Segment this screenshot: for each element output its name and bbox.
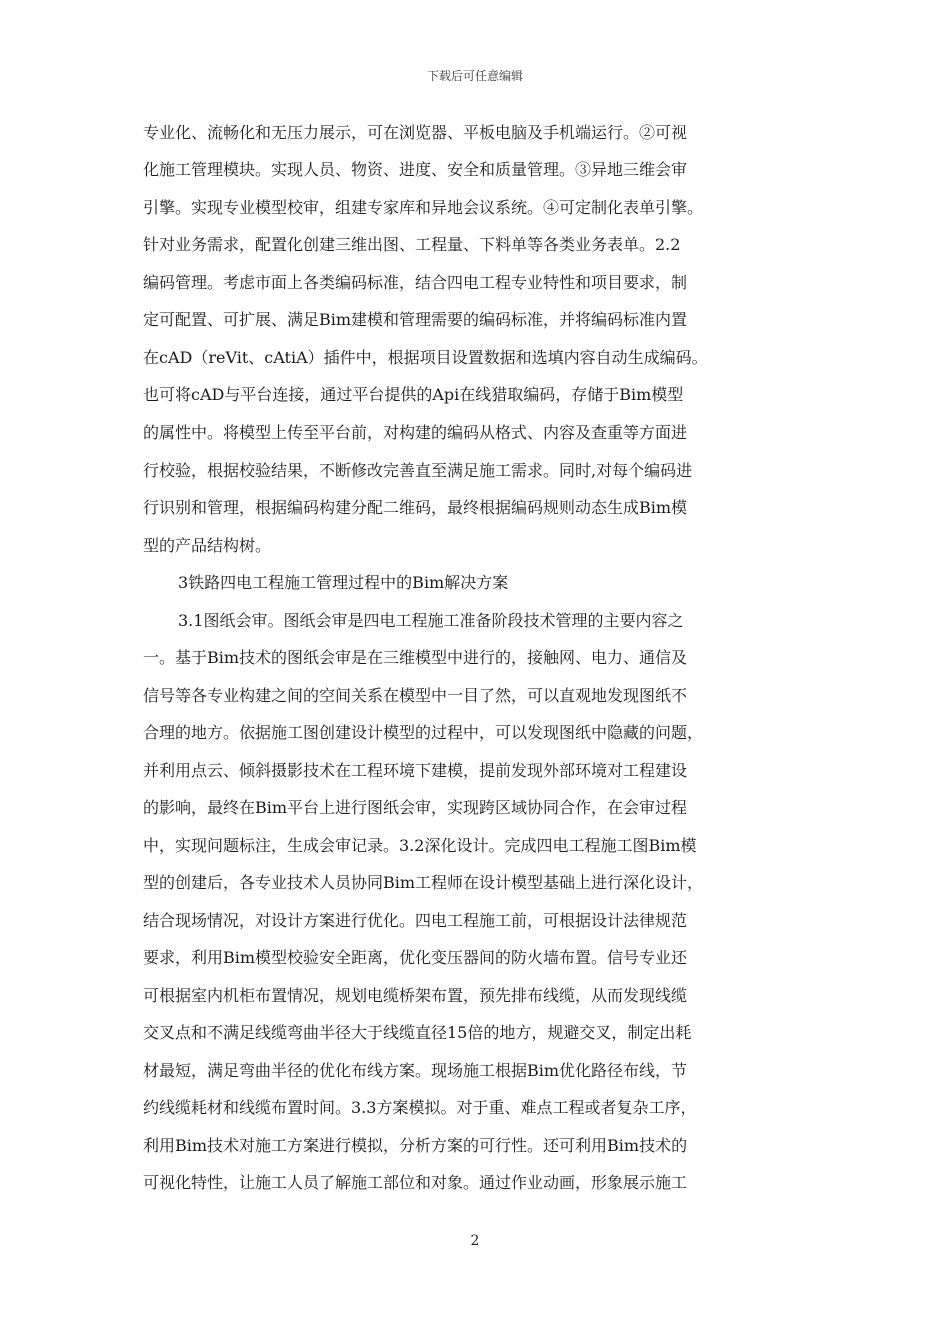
text-line: 行校验，根据校验结果，不断修改完善直至满足施工需求。同时,对每个编码进 bbox=[143, 461, 693, 480]
text-line: 可根据室内机柜布置情况，规划电缆桥架布置，预先排布线缆，从而发现线缆 bbox=[143, 986, 688, 1005]
text-line: 并利用点云、倾斜摄影技术在工程环境下建模，提前发现外部环境对工程建设 bbox=[143, 761, 688, 780]
text-line: 合理的地方。依据施工图创建设计模型的过程中，可以发现图纸中隐藏的问题， bbox=[143, 723, 704, 742]
text-line: 型的创建后，各专业技术人员协同Bim工程师在设计模型基础上进行深化设计， bbox=[143, 873, 704, 892]
text-line: 利用Bim技术对施工方案进行模拟，分析方案的可行性。还可利用Bim技术的 bbox=[143, 1136, 688, 1155]
text-line: 的属性中。将模型上传至平台前，对构建的编码从格式、内容及查重等方面进 bbox=[143, 423, 688, 442]
text-line: 行识别和管理，根据编码构建分配二维码，最终根据编码规则动态生成Bim模 bbox=[143, 498, 688, 517]
text-line: 要求，利用Bim模型校验安全距离，优化变压器间的防火墙布置。信号专业还 bbox=[143, 948, 688, 967]
text-line: 的影响，最终在Bim平台上进行图纸会审，实现跨区域协同合作，在会审过程 bbox=[143, 798, 688, 817]
text-line: 约线缆耗材和线缆布置时间。3.3方案模拟。对于重、难点工程或者复杂工序， bbox=[143, 1098, 697, 1117]
text-line: 信号等各专业构建之间的空间关系在模型中一目了然，可以直观地发现图纸不 bbox=[143, 686, 688, 705]
section-heading: 3铁路四电工程施工管理过程中的Bim解决方案 bbox=[178, 573, 509, 592]
text-line: 3.1图纸会审。图纸会审是四电工程施工准备阶段技术管理的主要内容之 bbox=[178, 611, 684, 630]
text-line: 在cAD（reVit、cAtiA）插件中，根据项目设置数据和选填内容自动生成编码。 bbox=[143, 348, 708, 367]
text-line: 专业化、流畅化和无压力展示，可在浏览器、平板电脑及手机端运行。②可视 bbox=[143, 123, 688, 142]
text-line: 定可配置、可扩展、满足Bim建模和管理需要的编码标准，并将编码标准内置 bbox=[143, 310, 688, 329]
text-line: 材最短，满足弯曲半径的优化布线方案。现场施工根据Bim优化路径布线，节 bbox=[143, 1061, 688, 1080]
text-line: 型的产品结构树。 bbox=[143, 536, 272, 555]
text-line: 编码管理。考虑市面上各类编码标准，结合四电工程专业特性和项目要求，制 bbox=[143, 273, 688, 292]
text-line: 中，实现问题标注，生成会审记录。3.2深化设计。完成四电工程施工图Bim模 bbox=[143, 836, 697, 855]
text-line: 一。基于Bim技术的图纸会审是在三维模型中进行的，接触网、电力、通信及 bbox=[143, 648, 688, 667]
text-line: 交叉点和不满足线缆弯曲半径大于线缆直径15倍的地方，规避交叉，制定出耗 bbox=[143, 1023, 692, 1042]
text-line: 引擎。实现专业模型校审，组建专家库和异地会议系统。④可定制化表单引擎。 bbox=[143, 198, 704, 217]
page-number: 2 bbox=[470, 1233, 480, 1249]
text-line: 针对业务需求，配置化创建三维出图、工程量、下料单等各类业务表单。2.2 bbox=[143, 235, 681, 254]
text-line: 可视化特性，让施工人员了解施工部位和对象。通过作业动画，形象展示施工 bbox=[143, 1173, 688, 1192]
text-line: 结合现场情况，对设计方案进行优化。四电工程施工前，可根据设计法律规范 bbox=[143, 911, 688, 930]
page-header: 下载后可任意编辑 bbox=[426, 69, 523, 83]
text-line: 化施工管理模块。实现人员、物资、进度、安全和质量管理。③异地三维会审 bbox=[143, 160, 688, 179]
text-line: 也可将cAD与平台连接，通过平台提供的Api在线猎取编码，存储于Bim模型 bbox=[143, 385, 684, 404]
